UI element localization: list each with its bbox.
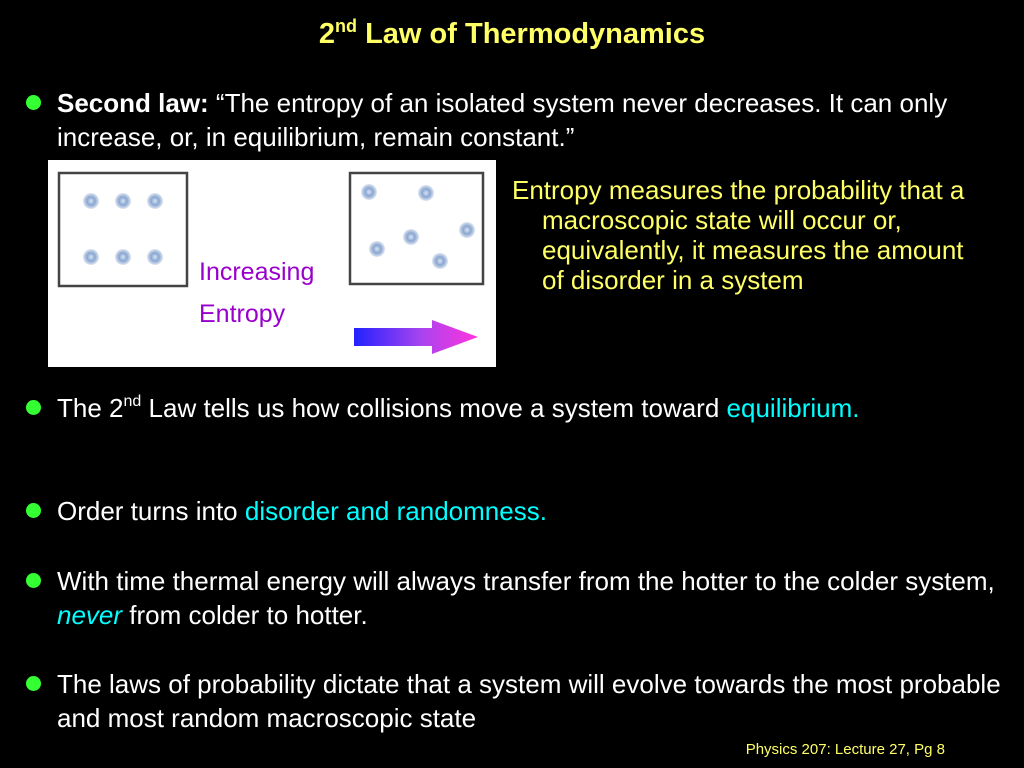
figure-label-line1: Increasing xyxy=(199,258,315,286)
bullet-order: Order turns into disorder and randomness. xyxy=(26,494,1011,528)
ordered-particles xyxy=(83,193,163,265)
entropy-diagram xyxy=(48,160,496,367)
second-law-quote: “The entropy of an isolated system never decreases. It can only increase, or, in equilibrium, remain constant.” xyxy=(57,88,948,152)
increasing-arrow xyxy=(354,320,478,354)
bullet-dot xyxy=(26,573,41,588)
disordered-particles xyxy=(361,184,475,269)
never-emphasis: never xyxy=(57,600,123,630)
slide-footer: Physics 207: Lecture 27, Pg 8 xyxy=(745,741,945,758)
entropy-definition: Entropy measures the probability that a macroscopic state will occur or, equivalently, it measures the amount of disorder in a system xyxy=(512,175,965,295)
ordered-box xyxy=(59,173,187,286)
bullet-dot xyxy=(26,503,41,518)
second-law-label: Second law: xyxy=(57,88,209,118)
bullet-second-law xyxy=(26,86,1011,154)
bullet-dot xyxy=(26,400,41,415)
bullet-thermal-energy: With time thermal energy will always transfer from the hotter to the colder system, never from colder to hotter. xyxy=(26,564,1011,632)
bullet-dot xyxy=(26,676,41,691)
equilibrium-highlight: equilibrium. xyxy=(726,393,860,423)
figure-label-line2: Entropy xyxy=(199,300,286,328)
bullet-collisions: The 2nd Law tells us how collisions move a system toward equilibrium. xyxy=(26,391,1011,425)
bullet-probability: The laws of probability dictate that a system will evolve towards the most probable and most random macroscopic state xyxy=(26,667,1011,735)
disorder-highlight: disorder and randomness. xyxy=(244,496,547,526)
entropy-figure xyxy=(48,160,496,367)
slide-title: 2nd Law of Thermodynamics xyxy=(318,16,706,50)
bullet-dot xyxy=(26,95,41,110)
